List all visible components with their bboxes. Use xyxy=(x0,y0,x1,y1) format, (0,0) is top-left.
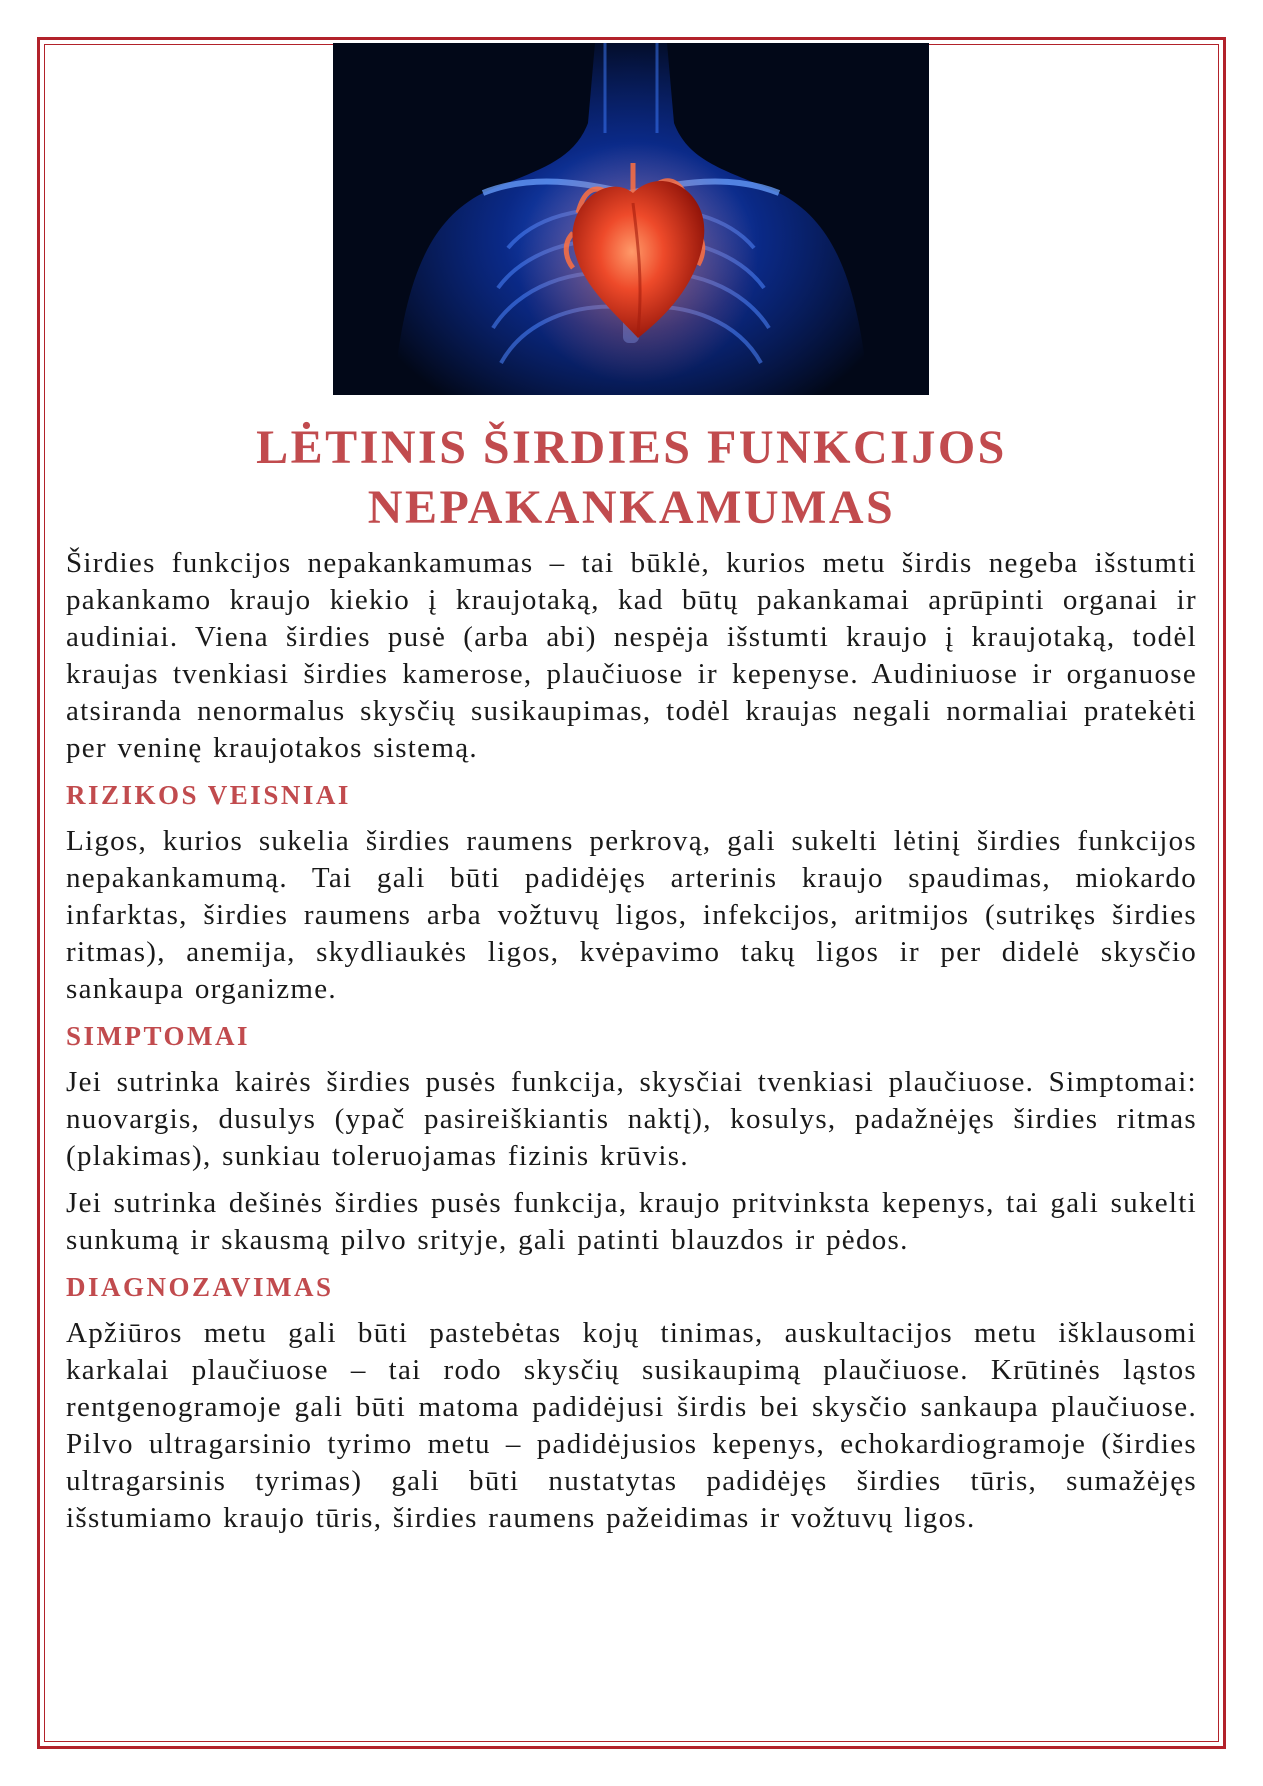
diagnosis-paragraph: Apžiūros metu gali būti pastebėtas kojų tinimas, auskultacijos metu išklausomi karkalai plaučiuose – tai rodo skysčių susikaupimą plaučiuose. Krūtinės ląstos rentgenogramoje gali būti matoma padidėjusi širdis bei skysčio sankaupa plaučiuose. Pilvo ultragarsinio tyrimo metu – padidėjusios kepenys, echokardiogramoje (širdies ultragarsinis tyrimas) gali būti nustatytas padidėjęs širdies tūris, sumažėjęs išstumiamo kraujo tūris, širdies raumens pažeidimas ir vožtuvų ligos. xyxy=(66,1317,1197,1534)
article-body xyxy=(66,545,1197,1547)
risk-factors-paragraph: Ligos, kurios sukelia širdies raumens perkrovą, gali sukelti lėtinį širdies funkcijos nepakankamumą. Tai gali būti padidėjęs arterinis kraujo spaudimas, miokardo infarktas, širdies raumens arba vožtuvų ligos, infekcijos, aritmijos (sutrikęs širdies ritmas), anemija, skydliaukės ligos, kvėpavimo takų ligos ir per didelė skysčio sankaupa organizme. xyxy=(66,825,1197,1005)
page-title xyxy=(66,418,1197,538)
heart-anatomy-illustration xyxy=(333,43,929,395)
diagnosis-heading: DIAGNOZAVIMAS xyxy=(66,1272,334,1302)
title-line-2: NEPAKANKAMUMAS xyxy=(367,481,896,534)
symptoms-heading: SIMPTOMAI xyxy=(66,1021,251,1051)
symptoms-paragraph-right: Jei sutrinka dešinės širdies pusės funkcija, kraujo pritvinksta kepenys, tai gali sukelti sunkumą ir skausmą pilvo srityje, gali patinti blauzdos ir pėdos. xyxy=(66,1187,1197,1256)
symptoms-paragraph-left: Jei sutrinka kairės širdies pusės funkcija, skysčiai tvenkiasi plaučiuose. Simptomai: nuovargis, dusulys (ypač pasireiškiantis naktį), kosulys, padažnėjęs širdies ritmas (plakimas), sunkiau toleruojamas fizinis krūvis. xyxy=(66,1066,1197,1172)
title-line-1: LĖTINIS ŠIRDIES FUNKCIJOS xyxy=(256,421,1007,474)
risk-factors-heading: RIZIKOS VEISNIAI xyxy=(66,780,351,810)
intro-paragraph: Širdies funkcijos nepakankamumas – tai būklė, kurios metu širdis negeba išstumti pakankamo kraujo kiekio į kraujotaką, kad būtų pakankamai aprūpinti organai ir audiniai. Viena širdies pusė (arba abi) nespėja išstumti kraujo į kraujotaką, todėl kraujas tvenkiasi širdies kamerose, plaučiuose ir kepenyse. Audiniuose ir organuose atsiranda nenormalus skysčių susikaupimas, todėl kraujas negali normaliai pratekėti per veninę kraujotakos sistemą. xyxy=(66,547,1197,764)
